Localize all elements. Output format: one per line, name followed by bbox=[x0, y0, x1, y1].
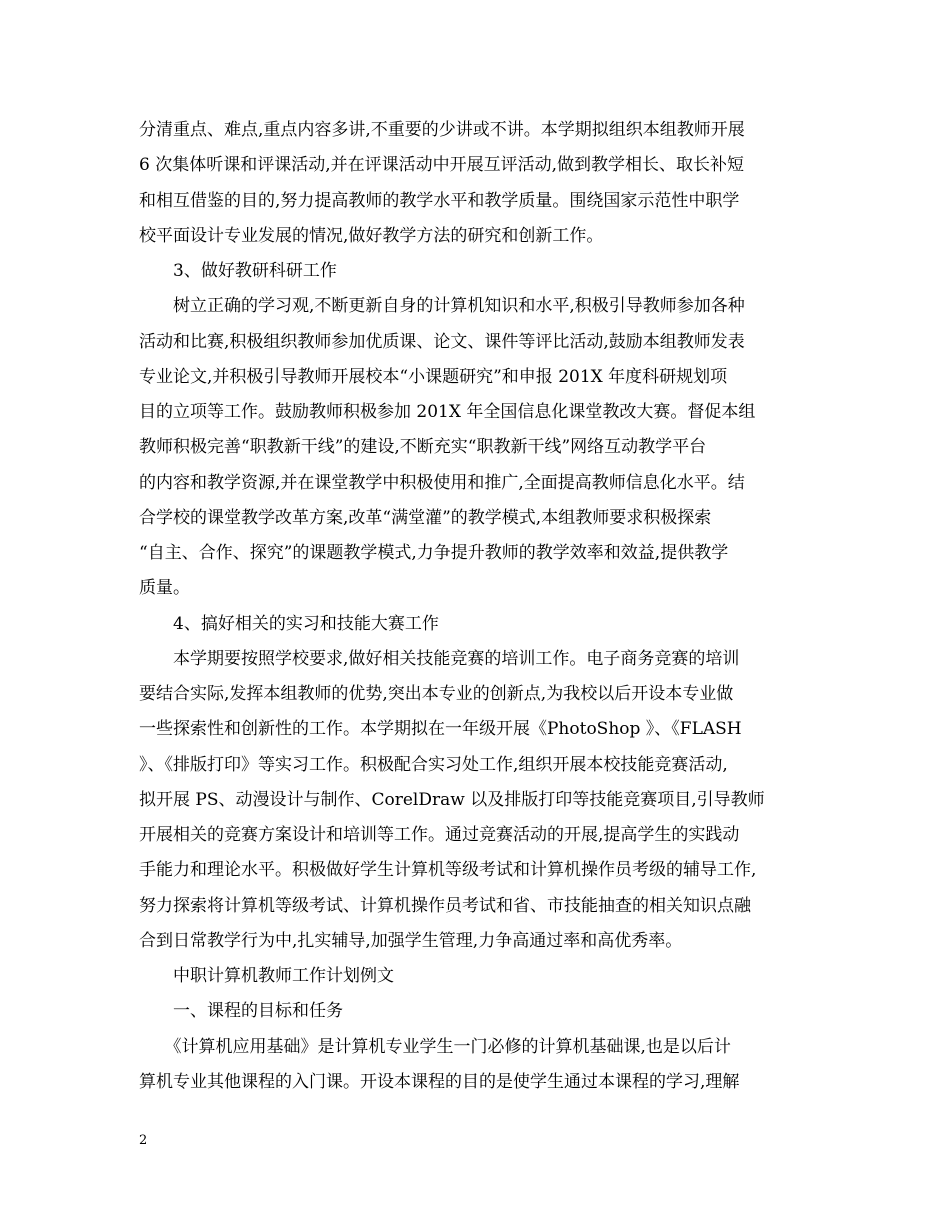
text-line: 和相互借鉴的目的,努力提高教师的教学水平和教学质量。围绕国家示范性中职学 bbox=[139, 190, 740, 211]
text-line: 开展相关的竞赛方案设计和培训等工作。通过竞赛活动的开展,提高学生的实践动 bbox=[139, 825, 740, 845]
text-line: 算机专业其他课程的入门课。开设本课程的目的是使学生通过本课程的学习,理解 bbox=[139, 1071, 740, 1092]
section-heading: 3、做好教研科研工作 bbox=[139, 261, 337, 281]
section-heading: 一、课程的目标和任务 bbox=[139, 1001, 343, 1022]
text-line: 手能力和理论水平。积极做好学生计算机等级考试和计算机操作员考级的辅导工作, bbox=[139, 860, 757, 881]
text-line: 目的立项等工作。鼓励教师积极参加 201X 年全国信息化课堂教改大赛。督促本组 bbox=[139, 402, 756, 422]
text-line: 一些探索性和创新性的工作。本学期拟在一年级开展《PhotoShop 》、《FLASH bbox=[139, 719, 742, 740]
text-line: 专业论文,并积极引导教师开展校本“小课题研究”和申报 201X 年度科研规划项 bbox=[139, 366, 728, 387]
text-line: 合学校的课堂教学改革方案,改革“满堂灌”的教学模式,本组教师要求积极探索 bbox=[139, 507, 712, 528]
text-line: 本学期要按照学校要求,做好相关技能竞赛的培训工作。电子商务竞赛的培训 bbox=[139, 648, 740, 669]
section-heading: 中职计算机教师工作计划例文 bbox=[139, 966, 394, 986]
text-line: 教师积极完善“职教新干线”的建设,不断充实“职教新干线”网络互动教学平台 bbox=[139, 437, 707, 458]
text-line: 拟开展 PS、动漫设计与制作、CorelDraw 以及排版打印等技能竞赛项目,引导教师 bbox=[139, 789, 765, 810]
text-line: 》、《排版打印》等实习工作。积极配合实习处工作,组织开展本校技能竞赛活动, bbox=[139, 754, 728, 775]
text-line: 树立正确的学习观,不断更新自身的计算机知识和水平,积极引导教师参加各种 bbox=[139, 296, 745, 317]
page-number: 2 bbox=[139, 1133, 148, 1148]
text-line: 《计算机应用基础》是计算机专业学生一门必修的计算机基础课,也是以后计 bbox=[139, 1036, 731, 1057]
text-line: 活动和比赛,积极组织教师参加优质课、论文、课件等评比活动,鼓励本组教师发表 bbox=[139, 331, 745, 352]
text-line: 的内容和教学资源,并在课堂教学中积极使用和推广,全面提高教师信息化水平。结 bbox=[139, 472, 745, 493]
text-line: 分清重点、难点,重点内容多讲,不重要的少讲或不讲。本学期拟组织本组教师开展 bbox=[139, 120, 745, 140]
text-line: 合到日常教学行为中,扎实辅导,加强学生管理,力争高通过率和高优秀率。 bbox=[139, 930, 683, 951]
text-line: 要结合实际,发挥本组教师的优势,突出本专业的创新点,为我校以后开设本专业做 bbox=[139, 684, 734, 704]
text-line: 质量。 bbox=[139, 578, 190, 599]
text-line: 校平面设计专业发展的情况,做好教学方法的研究和创新工作。 bbox=[139, 225, 604, 246]
text-line: “自主、合作、探究”的课题教学模式,力争提升教师的教学效率和效益,提供教学 bbox=[139, 543, 729, 563]
text-line: 6 次集体听课和评课活动,并在评课活动中开展互评活动,做到教学相长、取长补短 bbox=[139, 155, 745, 176]
document-body bbox=[139, 113, 815, 1100]
text-line: 努力探索将计算机等级考试、计算机操作员考试和省、市技能抽查的相关知识点融 bbox=[139, 895, 751, 916]
section-heading: 4、搞好相关的实习和技能大赛工作 bbox=[139, 613, 439, 634]
